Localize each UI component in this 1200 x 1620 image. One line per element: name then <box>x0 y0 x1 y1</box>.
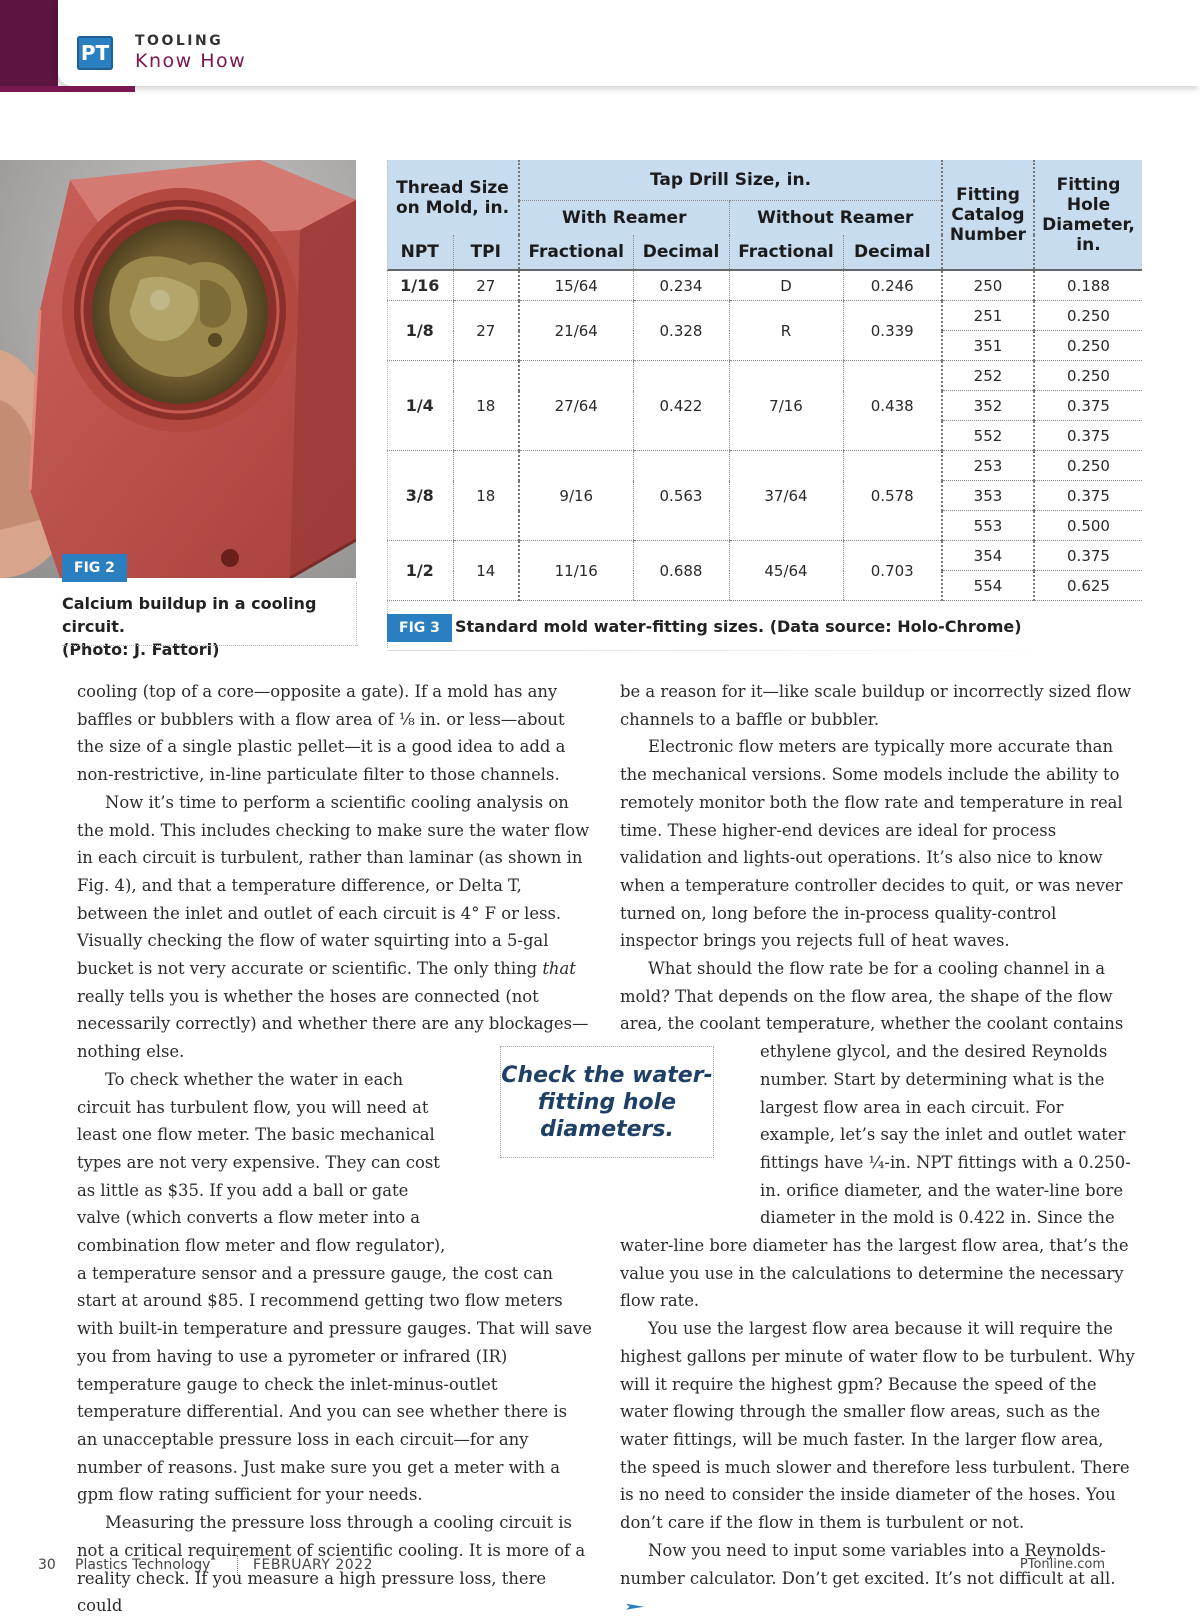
header-underline-accent <box>0 86 135 92</box>
cell-tpi: 27 <box>453 270 519 301</box>
cell-catalog: 251 <box>942 301 1034 331</box>
cell-wor-frac: 37/64 <box>729 451 843 541</box>
cell-wr-frac: 11/16 <box>519 541 633 601</box>
table-row <box>387 270 1142 301</box>
continue-arrow-icon <box>626 1604 644 1610</box>
cell-hole-diameter: 0.250 <box>1034 361 1142 391</box>
cell-hole-diameter: 0.250 <box>1034 301 1142 331</box>
cell-catalog: 554 <box>942 571 1034 601</box>
cell-wor-frac: 45/64 <box>729 541 843 601</box>
cell-hole-diameter: 0.188 <box>1034 270 1142 301</box>
left-paragraph-4: Measuring the pressure loss through a cooling circuit is not a critical requirement of scientific cooling. It is more of a reality check. If you measure a high pressure loss, there could <box>77 1513 586 1616</box>
cell-catalog: 253 <box>942 451 1034 481</box>
table-row <box>387 451 1142 481</box>
fig2-photo <box>0 160 356 578</box>
th-with-reamer: With Reamer <box>519 201 729 236</box>
th-wr-decimal: Decimal <box>633 235 729 270</box>
cell-wr-frac: 27/64 <box>519 361 633 451</box>
cell-wor-dec: 0.578 <box>843 451 942 541</box>
cell-wr-dec: 0.234 <box>633 270 729 301</box>
fig2-caption <box>62 592 352 661</box>
th-hole-diameter: Fitting Hole Diameter, in. <box>1034 160 1142 270</box>
header-color-bar <box>0 0 58 92</box>
cell-hole-diameter: 0.375 <box>1034 481 1142 511</box>
right-paragraph-1: be a reason for it—like scale buildup or incorrectly sized flow channels to a baffle or bubbler. <box>620 682 1132 729</box>
fig3-caption: Standard mold water-fitting sizes. (Data source: Holo-Chrome) <box>455 617 1022 636</box>
cell-catalog: 252 <box>942 361 1034 391</box>
cell-catalog: 351 <box>942 331 1034 361</box>
cell-hole-diameter: 0.375 <box>1034 421 1142 451</box>
table-row <box>387 541 1142 571</box>
cell-catalog: 250 <box>942 270 1034 301</box>
fig3-tag: FIG 3 <box>387 614 452 642</box>
cell-wr-dec: 0.563 <box>633 451 729 541</box>
th-without-reamer: Without Reamer <box>729 201 942 236</box>
header-panel <box>58 0 1200 86</box>
cell-npt: 3/8 <box>387 451 453 541</box>
fig3-rule-vertical <box>387 160 388 648</box>
footer-date: FEBRUARY 2022 <box>253 1557 374 1573</box>
cell-hole-diameter: 0.625 <box>1034 571 1142 601</box>
section-kicker: TOOLING <box>135 33 224 49</box>
cell-wr-frac: 9/16 <box>519 451 633 541</box>
footer-divider <box>237 1555 238 1575</box>
right-paragraph-2: Electronic flow meters are typically more accurate than the mechanical versions. Some models include the ability to remotely monitor both the flow rate and temperature in real time. These higher-end devices are ideal for process validation and lights-out operations. It’s also nice to know when a temperature controller decides to quit, or was never turned on, long before the in-process quality-control inspector brings you rejects full of heat waves. <box>620 737 1123 951</box>
cell-wor-dec: 0.339 <box>843 301 942 361</box>
cell-wor-frac: R <box>729 301 843 361</box>
fitting-table-body <box>387 270 1142 601</box>
cell-hole-diameter: 0.250 <box>1034 451 1142 481</box>
cell-catalog: 354 <box>942 541 1034 571</box>
cell-tpi: 27 <box>453 301 519 361</box>
cell-tpi: 18 <box>453 361 519 451</box>
cell-npt: 1/4 <box>387 361 453 451</box>
th-tap-drill: Tap Drill Size, in. <box>519 160 942 201</box>
right-paragraph-3: What should the flow rate be for a cooling channel in a mold? That depends on the flow area, the shape of the flow area, the coolant temperature, whether the coolant contains ethylene glycol, and the desired Reynolds number. Start by determining what is the largest flow area in each circuit. For example, let’s say the inlet and outlet water fittings have ¼-in. NPT fittings with a 0.250-in. orifice diameter, and the water-line bore diameter in the mold is 0.422 in. Since the water-line bore diameter has the largest flow area, that’s the value you use in the calculations to determine the necessary flow rate. <box>620 959 1131 1311</box>
cell-wor-frac: D <box>729 270 843 301</box>
section-title: Know How <box>135 50 247 72</box>
cell-npt: 1/8 <box>387 301 453 361</box>
footer-publication: Plastics Technology <box>75 1557 211 1573</box>
cell-catalog: 353 <box>942 481 1034 511</box>
cell-wr-dec: 0.422 <box>633 361 729 451</box>
th-wor-fractional: Fractional <box>729 235 843 270</box>
cell-catalog: 553 <box>942 511 1034 541</box>
cell-tpi: 14 <box>453 541 519 601</box>
left-paragraph-3: To check whether the water in each circuit has turbulent flow, you will need at least one flow meter. The basic mechanical types are not very expensive. They can cost as little as $35. If you add a ball or gate valve (which converts a flow meter into a combination flow meter and flow regulator), a temperature sensor and a pressure gauge, the cost can start at around $85. I recommend getting two flow meters with built-in temperature and pressure gauges. That will save you from having to use a pyrometer or infrared (IR) temperature gauge to check the inlet-minus-outlet temperature differential. And you can see whether there is an unacceptable pressure loss in each circuit—for any number of reasons. Just make sure you get a meter with a gpm flow rating sufficient for your needs. <box>77 1069 593 1505</box>
cell-wor-dec: 0.246 <box>843 270 942 301</box>
right-paragraph-5-text: Now you need to input some variables into a Reynolds-number calculator. Don’t get excited. It’s not difficult at all. <box>620 1540 1116 1588</box>
page-number: 30 <box>38 1557 56 1573</box>
fig2-rule-vertical <box>356 582 357 646</box>
table-row <box>387 361 1142 391</box>
cell-wr-frac: 21/64 <box>519 301 633 361</box>
cell-npt: 1/2 <box>387 541 453 601</box>
footer-site: PTonline.com <box>1019 1557 1105 1572</box>
cell-tpi: 18 <box>453 451 519 541</box>
cell-catalog: 352 <box>942 391 1034 421</box>
cell-wor-dec: 0.703 <box>843 541 942 601</box>
cell-hole-diameter: 0.375 <box>1034 391 1142 421</box>
th-wor-decimal: Decimal <box>843 235 942 270</box>
fig3-rule <box>387 650 1087 651</box>
fitting-sizes-table <box>387 160 1142 601</box>
cell-wr-dec: 0.688 <box>633 541 729 601</box>
fig2-tag: FIG 2 <box>62 554 127 582</box>
fig2-caption-line1: Calcium buildup in a cooling circuit. <box>62 594 317 636</box>
cell-hole-diameter: 0.250 <box>1034 331 1142 361</box>
cell-wr-frac: 15/64 <box>519 270 633 301</box>
cell-hole-diameter: 0.500 <box>1034 511 1142 541</box>
cell-wor-dec: 0.438 <box>843 361 942 451</box>
cell-npt: 1/16 <box>387 270 453 301</box>
fig2-caption-line2: (Photo: J. Fattori) <box>62 640 220 659</box>
th-catalog: Fitting Catalog Number <box>942 160 1034 270</box>
left-paragraph-1: cooling (top of a core—opposite a gate). If a mold has any baffles or bubblers with a flow area of ⅛ in. or less—about the size of a single plastic pellet—it is a good idea to add a non-restrictive, in-line particulate filter to those channels. <box>77 682 566 785</box>
th-wr-fractional: Fractional <box>519 235 633 270</box>
th-npt: NPT <box>387 235 453 270</box>
right-paragraph-4: You use the largest flow area because it will require the highest gallons per minute of water flow to be turbulent. Why will it require the highest gpm? Because the speed of the water flowing through the smaller flow areas, such as the water fittings, will be much faster. In the larger flow area, the speed is much slower and therefore less turbulent. There is no need to consider the inside diameter of the hoses. You don’t care if the flow in them is turbulent or not. <box>620 1319 1135 1533</box>
pullquote-text: Check the water-fitting hole diameters. <box>501 1062 713 1142</box>
article-column-right <box>620 678 1135 1620</box>
left-paragraph-2: Now it’s time to perform a scientific cooling analysis on the mold. This includes checking to make sure the water flow in each circuit is turbulent, rather than laminar (as shown in Fig. 4), and that a temperature difference, or Delta T, between the inlet and outlet of each circuit is 4° F or less. Visually checking the flow of water squirting into a 5-gal bucket is not very accurate or scientific. The only thing that really tells you is whether the hoses are connected (not necessarily correctly) and whether there are any blockages—nothing else. <box>77 792 590 1062</box>
table-row <box>387 301 1142 331</box>
cell-wor-frac: 7/16 <box>729 361 843 451</box>
cell-hole-diameter: 0.375 <box>1034 541 1142 571</box>
pt-logo: PT <box>77 36 113 70</box>
th-thread-size: Thread Size on Mold, in. <box>387 160 519 235</box>
right-paragraph-5 <box>620 1537 1135 1620</box>
pullquote-gap-right <box>620 1038 760 1230</box>
cell-catalog: 552 <box>942 421 1034 451</box>
fig2-rule <box>62 645 358 646</box>
th-tpi: TPI <box>453 235 519 270</box>
cell-wr-dec: 0.328 <box>633 301 729 361</box>
